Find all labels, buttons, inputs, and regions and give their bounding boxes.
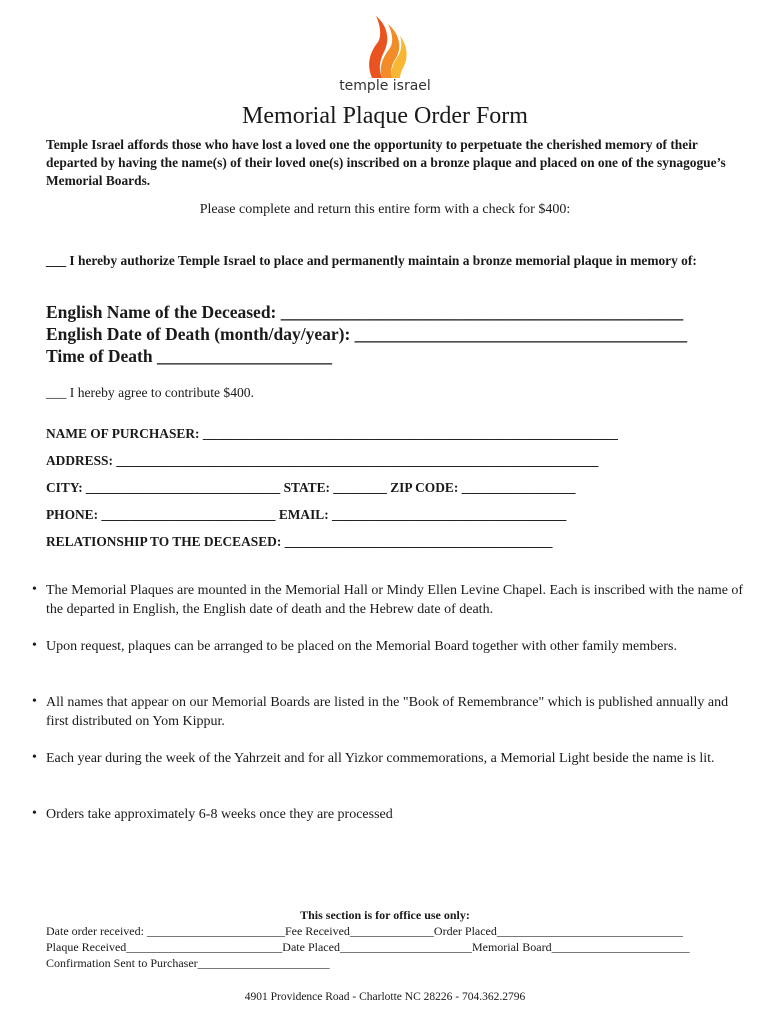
city-state-zip-field[interactable]: CITY: _____________________________ STATE: ________ ZIP CODE: _________________ — [46, 480, 576, 495]
org-logo-text: temple israel — [339, 78, 431, 94]
intro-paragraph: Temple Israel affords those who have lost a loved one the opportunity to perpetuate the cherished memory of their departed by having the name(s) of their loved one(s) inscribed on a bronze plaque and placed on one of the synagogue’s Memorial Boards. — [46, 137, 726, 188]
bullet-icon: • — [32, 694, 37, 709]
authorize-checkbox-line[interactable]: ___ I hereby authorize Temple Israel to place and permanently maintain a bronze memorial plaque in memory of: — [46, 253, 697, 268]
deceased-name-field[interactable]: English Name of the Deceased: ______________________________________________ — [46, 302, 684, 322]
office-line-1[interactable]: Date order received: _______________________Fee Received______________Order Placed_______________________________ — [46, 924, 683, 938]
info-bullet-text: All names that appear on our Memorial Boards are listed in the "Book of Remembrance" which is published annually and first distributed on Yom Kippur. — [46, 695, 729, 729]
address-field[interactable]: ADDRESS: ________________________________________________________________________ — [46, 453, 599, 468]
bullet-icon: • — [32, 638, 37, 653]
purchaser-name-field[interactable]: NAME OF PURCHASER: ______________________________________________________________ — [46, 426, 618, 441]
office-use-heading: This section is for office use only: — [300, 908, 470, 922]
info-bullet-text: Upon request, plaques can be arranged to be placed on the Memorial Board together with other family members. — [46, 639, 677, 654]
bullet-icon: • — [32, 806, 37, 821]
office-line-3[interactable]: Confirmation Sent to Purchaser______________________ — [46, 956, 330, 970]
form-title: Memorial Plaque Order Form — [242, 103, 528, 129]
date-of-death-field[interactable]: English Date of Death (month/day/year): ______________________________________ — [46, 324, 688, 344]
time-of-death-field[interactable]: Time of Death ____________________ — [46, 346, 332, 366]
bullet-icon: • — [32, 582, 37, 597]
temple-israel-flame-logo — [364, 12, 408, 82]
info-bullet-text: The Memorial Plaques are mounted in the Memorial Hall or Mindy Ellen Levine Chapel. Each is inscribed with the name of the departed in English, the English date of death and the Hebrew date of death. — [46, 583, 744, 617]
phone-email-field[interactable]: PHONE: __________________________ EMAIL: ___________________________________ — [46, 507, 567, 522]
relationship-field[interactable]: RELATIONSHIP TO THE DECEASED: ________________________________________ — [46, 534, 553, 549]
info-bullet-text: Orders take approximately 6-8 weeks once they are processed — [46, 807, 393, 822]
office-line-2[interactable]: Plaque Received__________________________Date Placed______________________Memorial Board_______________________ — [46, 940, 690, 954]
footer-address: 4901 Providence Road - Charlotte NC 28226 - 704.362.2796 — [244, 991, 526, 1003]
info-bullet-text: Each year during the week of the Yahrzeit and for all Yizkor commemorations, a Memorial Light beside the name is lit. — [46, 751, 715, 766]
contribute-checkbox-line[interactable]: ___ I hereby agree to contribute $400. — [46, 385, 254, 400]
bullet-icon: • — [32, 750, 37, 765]
instruction-text: Please complete and return this entire form with a check for $400: — [199, 202, 571, 217]
